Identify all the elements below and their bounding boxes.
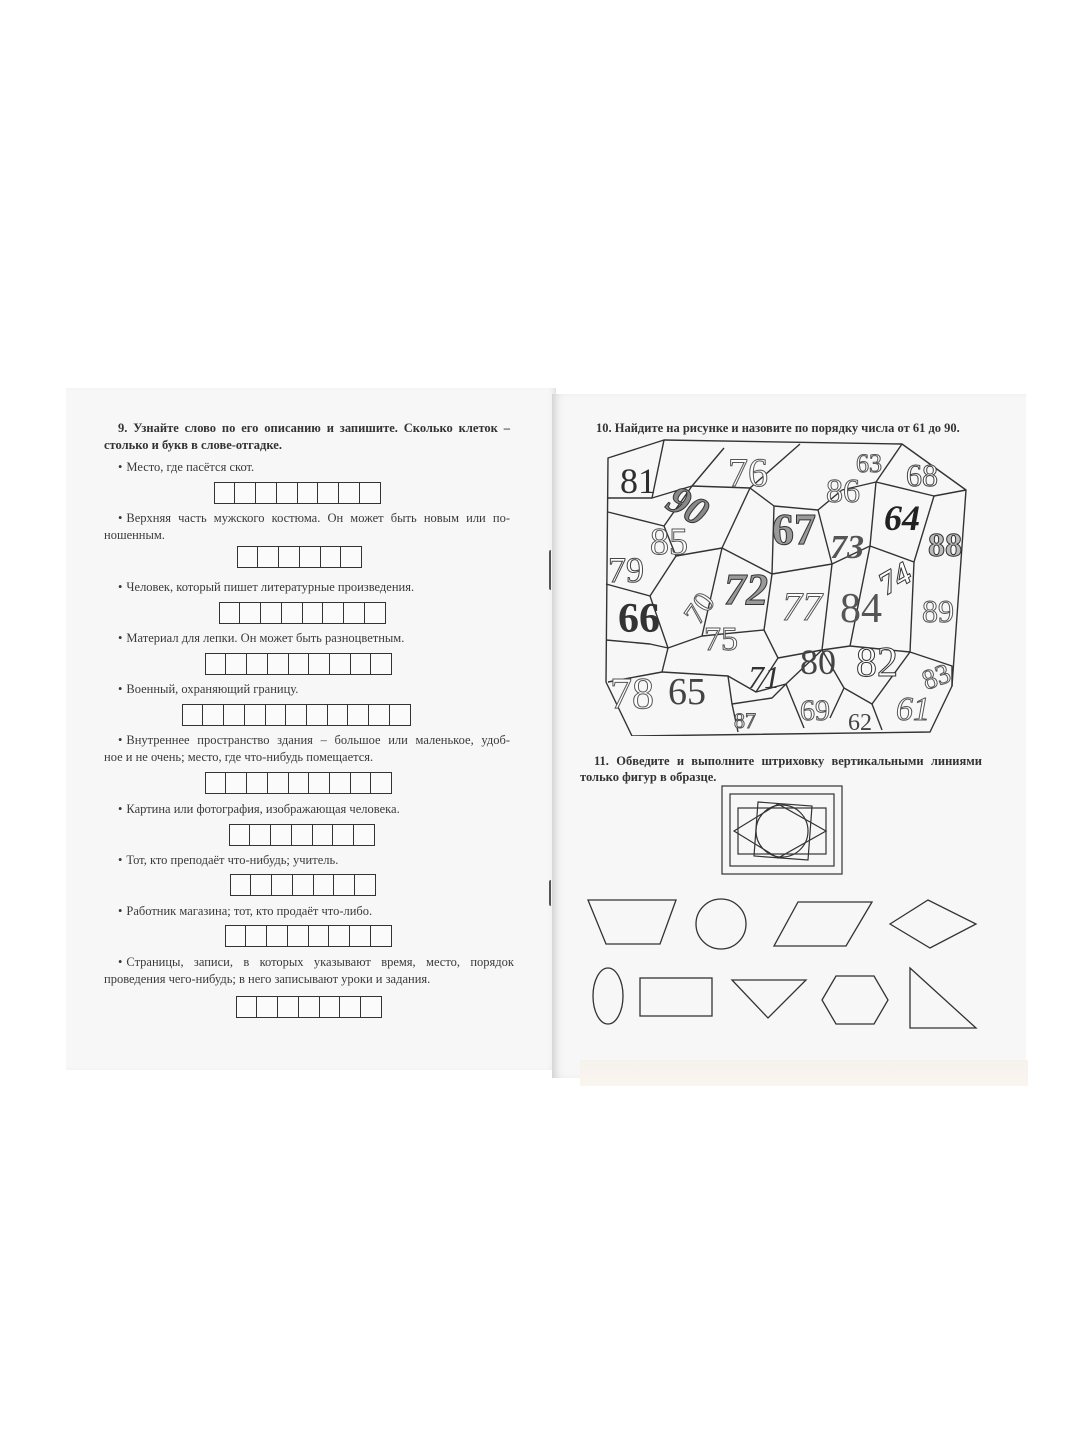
cell[interactable] — [339, 996, 361, 1018]
cell[interactable] — [223, 704, 245, 726]
task9-item-1: • Место, где пасётся скот. — [118, 460, 255, 474]
cell[interactable] — [343, 602, 365, 624]
shapes-row-1 — [584, 894, 984, 954]
shapes-row-2 — [584, 962, 984, 1032]
right-triangle-shape[interactable] — [910, 968, 976, 1028]
ellipse-shape[interactable] — [593, 968, 623, 1024]
num-89: 89 — [922, 593, 954, 629]
staple — [549, 880, 555, 906]
cell[interactable] — [299, 546, 321, 568]
cell[interactable] — [320, 546, 342, 568]
cell[interactable] — [244, 704, 266, 726]
sample-rhombus — [734, 804, 826, 858]
cell[interactable] — [308, 925, 330, 947]
cell[interactable] — [271, 874, 293, 896]
triangle-down-shape[interactable] — [732, 980, 806, 1018]
cell[interactable] — [288, 653, 310, 675]
sample-figure — [720, 784, 846, 876]
task9-item-5: • Военный, охраняющий границу. — [118, 682, 299, 696]
num-81: 81 — [620, 461, 656, 501]
cell[interactable] — [245, 925, 267, 947]
task9-item-2-line1: • Верхняя часть мужского костюма. Он может быть новым или по- — [118, 511, 510, 525]
sample-circle — [756, 805, 808, 857]
cell[interactable] — [364, 602, 386, 624]
cell[interactable] — [250, 874, 272, 896]
cell[interactable] — [329, 772, 351, 794]
task10-title: 10. Найдите на рисунке и назовите по порядку числа от 61 до 90. — [596, 421, 960, 435]
cell[interactable] — [256, 996, 278, 1018]
num-88: 88 — [928, 527, 962, 564]
cell[interactable] — [349, 925, 371, 947]
cell[interactable] — [350, 772, 372, 794]
cell[interactable] — [246, 772, 268, 794]
answer-cells-1[interactable] — [215, 482, 381, 504]
item-text: Материал для лепки. Он может быть разноцветным. — [126, 631, 405, 645]
num-79: 79 — [608, 550, 644, 590]
cell[interactable] — [225, 772, 247, 794]
answer-cells-4[interactable] — [206, 653, 392, 675]
cell[interactable] — [353, 824, 375, 846]
cell[interactable] — [257, 546, 279, 568]
answer-cells-2[interactable] — [238, 546, 362, 568]
cell[interactable] — [255, 482, 277, 504]
task9-title-line1: 9. Узнайте слово по его описанию и запишите. Сколько клеток – — [118, 421, 510, 435]
cell[interactable] — [327, 704, 349, 726]
cell[interactable] — [313, 874, 335, 896]
item-text: Верхняя часть мужского костюма. Он может быть новым или по- — [126, 511, 510, 525]
task9-item-8: • Тот, кто преподаёт что-нибудь; учитель. — [118, 853, 339, 867]
cell[interactable] — [285, 704, 307, 726]
cell[interactable] — [214, 482, 236, 504]
num-69: 69 — [800, 694, 830, 727]
task9-item-4: • Материал для лепки. Он может быть разноцветным. — [118, 631, 405, 645]
item-text: Человек, который пишет литературные произведения. — [126, 580, 415, 594]
num-72: 72 — [724, 565, 768, 614]
puzzle-numbers — [608, 449, 962, 736]
answer-cells-10[interactable] — [237, 996, 382, 1018]
cell[interactable] — [205, 772, 227, 794]
num-85: 85 — [650, 521, 688, 563]
num-61: 61 — [896, 691, 930, 728]
num-84: 84 — [840, 586, 882, 632]
cell[interactable] — [312, 824, 334, 846]
item-text: Работник магазина; тот, кто продаёт что-либо. — [126, 904, 373, 918]
num-66: 66 — [618, 596, 660, 642]
cell[interactable] — [277, 996, 299, 1018]
cell[interactable] — [266, 925, 288, 947]
num-77: 77 — [782, 584, 822, 629]
cell[interactable] — [370, 772, 392, 794]
task9-item-6-line1: • Внутреннее пространство здания – большое или маленькое, удоб- — [118, 733, 510, 747]
item-text: Картина или фотография, изображающая человека. — [126, 802, 400, 816]
task9-item-10-line1: • Страницы, записи, в которых указывают время, место, порядок — [118, 955, 514, 969]
cell[interactable] — [340, 546, 362, 568]
cell[interactable] — [291, 824, 313, 846]
answer-cells-5[interactable] — [183, 704, 411, 726]
task9-title-line2: столько и букв в слове-отгадке. — [104, 438, 282, 452]
num-82: 82 — [856, 640, 898, 686]
cell[interactable] — [287, 925, 309, 947]
task11-title-line1: 11. Обведите и выполните штриховку вертикальными линиями — [594, 754, 982, 768]
cell[interactable] — [308, 653, 330, 675]
task9-item-3: • Человек, который пишет литературные произведения. — [118, 580, 415, 594]
answer-cells-3[interactable] — [220, 602, 386, 624]
cell[interactable] — [297, 482, 319, 504]
item-text: Военный, охраняющий границу. — [126, 682, 299, 696]
task9-item-2-line2: ношенным. — [104, 528, 165, 542]
hexagon-shape[interactable] — [822, 976, 888, 1024]
num-70: 70 — [677, 586, 722, 631]
cell[interactable] — [278, 546, 300, 568]
num-64: 64 — [884, 498, 920, 538]
num-73: 73 — [830, 529, 864, 566]
page-edge — [580, 1060, 1028, 1086]
cell[interactable] — [328, 925, 350, 947]
cell[interactable] — [329, 653, 351, 675]
cell[interactable] — [276, 482, 298, 504]
answer-cells-8[interactable] — [231, 874, 376, 896]
sample-inner-rect — [738, 808, 826, 854]
answer-cells-6[interactable] — [206, 772, 392, 794]
cell[interactable] — [234, 482, 256, 504]
cell[interactable] — [230, 874, 252, 896]
cell[interactable] — [322, 602, 344, 624]
num-65: 65 — [668, 671, 706, 713]
number-puzzle — [600, 436, 980, 736]
cell[interactable] — [319, 996, 341, 1018]
task9-item-10-line2: проведения чего-нибудь; в него записывают уроки и задания. — [104, 972, 431, 986]
cell[interactable] — [260, 602, 282, 624]
parallelogram-shape[interactable] — [774, 902, 872, 946]
num-75: 75 — [704, 621, 738, 658]
cell[interactable] — [225, 925, 247, 947]
cell[interactable] — [332, 824, 354, 846]
answer-cells-7[interactable] — [230, 824, 375, 846]
cell[interactable] — [281, 602, 303, 624]
item-text: Тот, кто преподаёт что-нибудь; учитель. — [126, 853, 339, 867]
cell[interactable] — [298, 996, 320, 1018]
cell[interactable] — [354, 874, 376, 896]
cell[interactable] — [308, 772, 330, 794]
cell[interactable] — [205, 653, 227, 675]
cell[interactable] — [239, 602, 261, 624]
task9-item-9: • Работник магазина; тот, кто продаёт что-либо. — [118, 904, 373, 918]
num-80: 80 — [800, 642, 836, 682]
cell[interactable] — [370, 653, 392, 675]
item-text: Внутреннее пространство здания – большое или маленькое, удоб- — [126, 733, 510, 747]
num-67: 67 — [772, 505, 816, 554]
cell[interactable] — [292, 874, 314, 896]
rhombus-shape[interactable] — [890, 900, 976, 948]
cell[interactable] — [338, 482, 360, 504]
num-90: 90 — [659, 475, 717, 535]
cell[interactable] — [236, 996, 258, 1018]
num-63: 63 — [856, 449, 882, 478]
cell[interactable] — [359, 482, 381, 504]
num-71: 71 — [748, 659, 780, 695]
cell[interactable] — [302, 602, 324, 624]
circle-shape[interactable] — [696, 899, 746, 949]
cell[interactable] — [350, 653, 372, 675]
cell[interactable] — [347, 704, 369, 726]
num-68: 68 — [906, 457, 938, 493]
staple — [549, 550, 555, 590]
num-74: 74 — [871, 554, 918, 602]
cell[interactable] — [288, 772, 310, 794]
cell[interactable] — [270, 824, 292, 846]
cell[interactable] — [202, 704, 224, 726]
cell[interactable] — [182, 704, 204, 726]
cell[interactable] — [229, 824, 251, 846]
answer-cells-9[interactable] — [226, 925, 392, 947]
task9-item-6-line2: ное и не очень; место, где что-нибудь помещается. — [104, 750, 374, 764]
item-text: Место, где пасётся скот. — [126, 460, 255, 474]
cell[interactable] — [317, 482, 339, 504]
task9-item-7: • Картина или фотография, изображающая человека. — [118, 802, 400, 816]
cell[interactable] — [368, 704, 390, 726]
cell[interactable] — [249, 824, 271, 846]
rectangle-shape[interactable] — [640, 978, 712, 1016]
num-78: 78 — [610, 669, 654, 718]
item-text: Страницы, записи, в которых указывают время, место, порядок — [126, 955, 514, 969]
cell[interactable] — [219, 602, 241, 624]
cell[interactable] — [265, 704, 287, 726]
cell[interactable] — [370, 925, 392, 947]
cell[interactable] — [267, 653, 289, 675]
cell[interactable] — [225, 653, 247, 675]
num-86: 86 — [826, 473, 860, 510]
cell[interactable] — [267, 772, 289, 794]
num-76: 76 — [728, 450, 768, 495]
cell[interactable] — [246, 653, 268, 675]
cell[interactable] — [237, 546, 259, 568]
num-62: 62 — [848, 710, 872, 736]
trapezoid-shape[interactable] — [588, 900, 676, 944]
cell[interactable] — [360, 996, 382, 1018]
num-83: 83 — [918, 658, 955, 697]
cell[interactable] — [333, 874, 355, 896]
num-87: 87 — [734, 708, 756, 733]
cell[interactable] — [306, 704, 328, 726]
sample-square — [754, 802, 812, 860]
task11-title-line2: только фигур в образце. — [580, 770, 717, 784]
cell[interactable] — [389, 704, 411, 726]
